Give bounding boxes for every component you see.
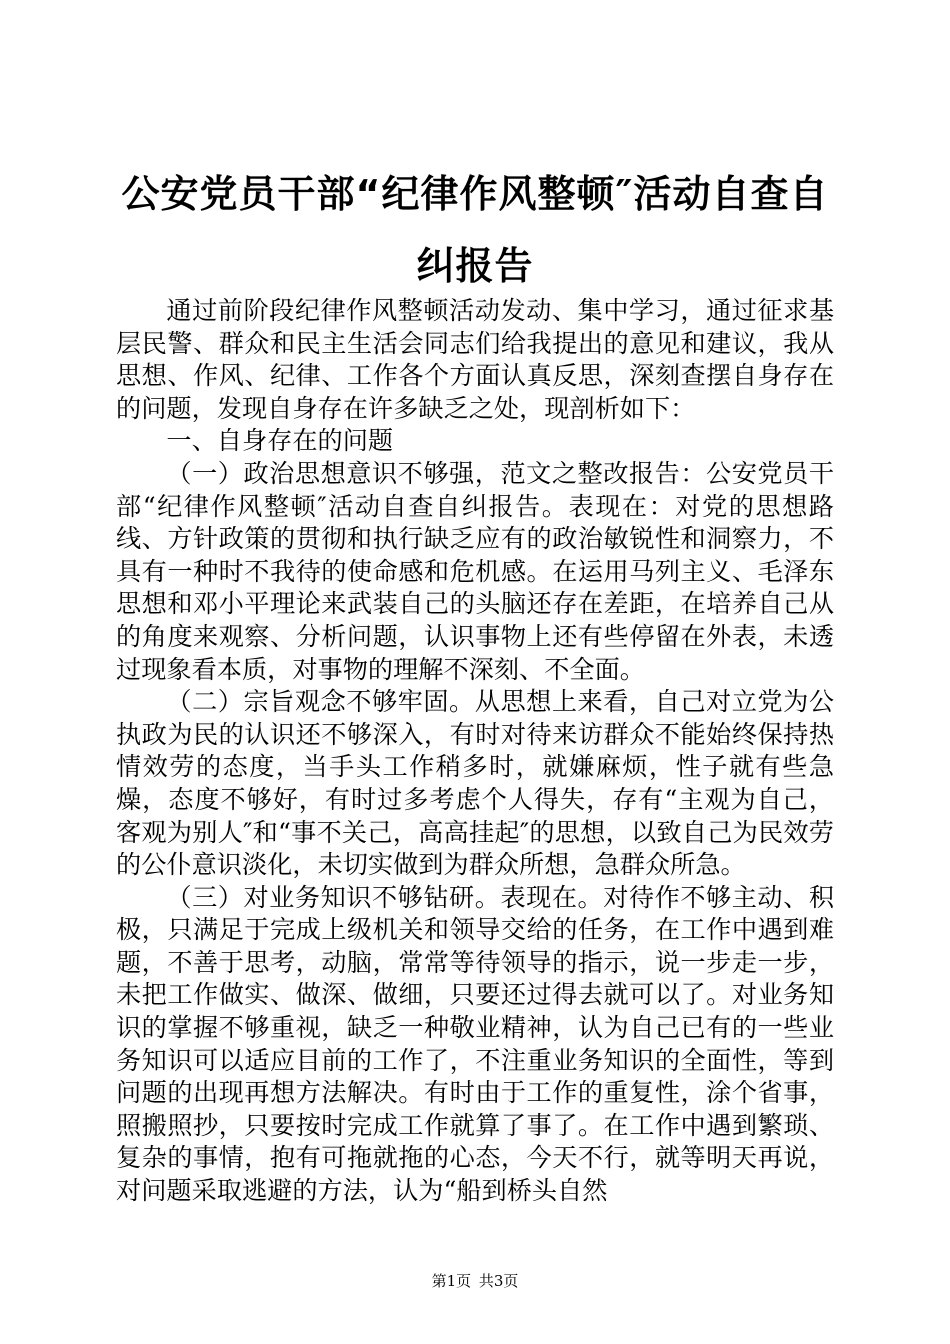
document-body [116, 295, 834, 1208]
body-paragraph: （一）政治思想意识不够强，范文之整改报告：公安党员干部“纪律作风整顿″活动自查自纠报告。表现在：对党的思想路线、方针政策的贯彻和执行缺乏应有的政治敏锐性和洞察力，不具有一种时不我待的使命感和危机感。在运用马列主义、毛泽东思想和邓小平理论来武装自己的头脑还存在差距，在培养自己从的角度来观察、分析问题，认识事物上还有些停留在外表，未透过现象看本质，对事物的理解不深刻、不全面。 [116, 458, 834, 684]
intro-paragraph: 通过前阶段纪律作风整顿活动发动、集中学习，通过征求基层民警、群众和民主生活会同志们给我提出的意见和建议，我从思想、作风、纪律、工作各个方面认真反思，深刻查摆自身存在的问题，发现自身存在许多缺乏之处，现剖析如下： [116, 296, 834, 423]
page-footer: 第1页 共3页 [431, 1272, 519, 1290]
section-heading: 一、自身存在的问题 [166, 426, 394, 456]
body-paragraph: （二）宗旨观念不够牢固。从思想上来看，自己对立党为公执政为民的认识还不够深入，有时对待来访群众不能始终保持热情效劳的态度，当手头工作稍多时，就嫌麻烦，性子就有些急燥，态度不够好，有时过多考虑个人得失，存有“主观为自己，客观为别人″和“事不关己，高高挂起″的思想，以致自己为民效劳的公仆意识淡化，未切实做到为群众所想，急群众所急。 [116, 687, 834, 880]
body-paragraph: （三）对业务知识不够钻研。表现在。对待作不够主动、积极，只满足于完成上级机关和领导交给的任务，在工作中遇到难题，不善于思考，动脑，常常等待领导的指示，说一步走一步，未把工作做实、做深、做细，只要还过得去就可以了。对业务知识的掌握不够重视，缺乏一种敬业精神，认为自己已有的一些业务知识可以适应目前的工作了，不注重业务知识的全面性，等到问题的出现再想方法解决。有时由于工作的重复性，涂个省事，照搬照抄，只要按时完成工作就算了事了。在工作中遇到繁琐、复杂的事情，抱有可拖就拖的心态，今天不行，就等明天再说，对问题采取逃避的方法，认为“船到桥头自然 [116, 882, 834, 1206]
document-title: 公安党员干部“纪律作风整顿″活动自查自纠报告 [121, 172, 829, 288]
